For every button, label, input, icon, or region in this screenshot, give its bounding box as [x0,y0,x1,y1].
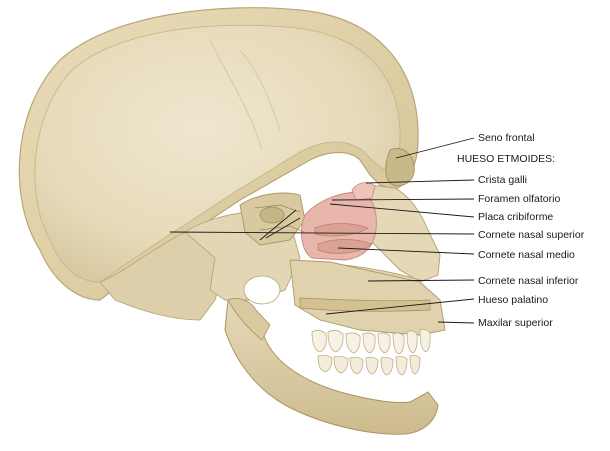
label-maxilar-superior: Maxilar superior [478,317,553,329]
upper-teeth [312,329,430,354]
crista-galli-shape [352,183,375,200]
label-cornete-medio: Cornete nasal medio [478,249,575,261]
label-crista-galli: Crista galli [478,174,528,186]
lower-teeth [318,355,420,375]
label-placa-cribiforme: Placa cribiforme [478,211,554,223]
label-seno-frontal: Seno frontal [478,132,535,144]
sella-turcica [260,207,284,223]
label-cornete-superior: Cornete nasal superior [478,229,585,241]
label-hueso-palatino: Hueso palatino [478,294,549,306]
label-hueso-etmoides: HUESO ETMOIDES: [457,153,556,165]
label-foramen-olfatorio: Foramen olfatorio [478,193,561,205]
foramen-magnum-area [244,276,280,304]
label-cornete-inferior: Cornete nasal inferior [478,275,579,287]
